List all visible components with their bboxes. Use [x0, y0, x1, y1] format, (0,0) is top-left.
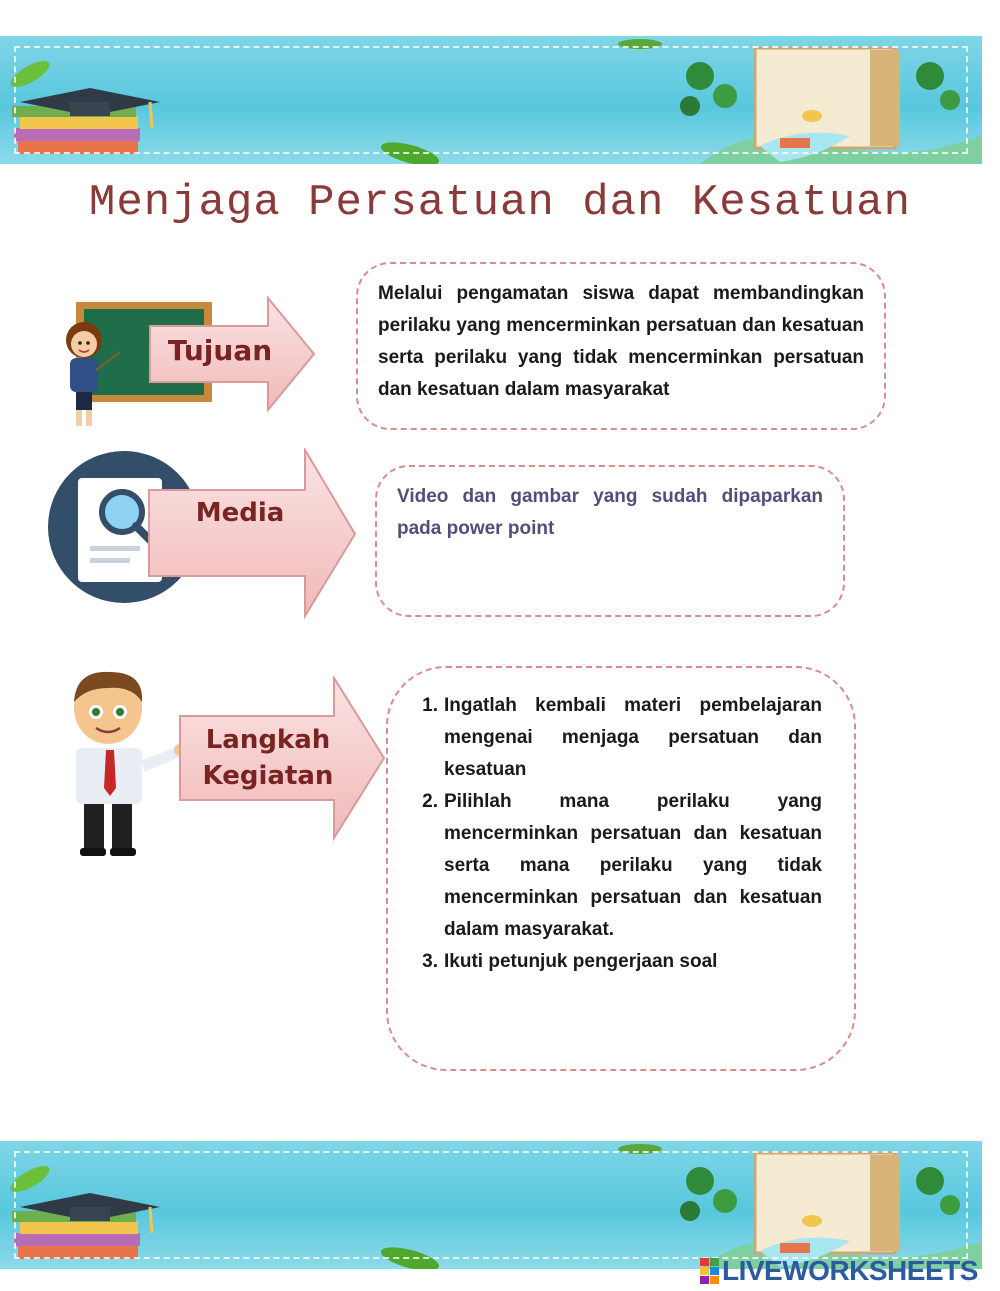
langkah-label-line2: Kegiatan [202, 761, 334, 791]
watermark-text: LIVEWORKSHEETS [722, 1255, 978, 1286]
langkah-box [386, 666, 856, 1071]
step-number: 1. [422, 695, 438, 716]
media-label: Media [195, 498, 285, 528]
langkah-label-line1: Langkah [205, 725, 331, 755]
step-item [408, 786, 822, 946]
page-title: Menjaga Persatuan dan Kesatuan [88, 178, 912, 228]
footer-banner [0, 1141, 982, 1269]
media-arrow [147, 448, 359, 620]
banner-dashed-border [14, 46, 968, 154]
step-number: 3. [422, 951, 438, 972]
tujuan-text: Melalui pengamatan siswa dapat membandingkan perilaku yang mencerminkan persatuan dan kesatuan serta perilaku yang tidak mencerminkan persatuan dan kesatuan dalam masyarakat [378, 283, 864, 400]
tujuan-box [356, 262, 886, 430]
langkah-label [188, 722, 348, 794]
tujuan-label: Tujuan [167, 334, 273, 367]
man-presenter-illustration [62, 668, 187, 858]
media-box [375, 465, 845, 617]
liveworksheets-logo-icon [700, 1258, 720, 1284]
step-text: Pilihlah mana perilaku yang mencerminkan persatuan dan kesatuan serta mana perilaku yang tidak mencerminkan persatuan dan kesatuan dalam masyarakat. [444, 791, 822, 940]
liveworksheets-watermark [700, 1255, 1000, 1287]
step-text: Ingatlah kembali materi pembelajaran mengenai menjaga persatuan dan kesatuan [444, 695, 822, 780]
header-banner [0, 36, 982, 164]
step-item [408, 946, 822, 978]
media-text: Video dan gambar yang sudah dipaparkan pada power point [397, 486, 823, 539]
step-number: 2. [422, 791, 438, 812]
step-text: Ikuti petunjuk pengerjaan soal [444, 951, 718, 972]
banner-dashed-border [14, 1151, 968, 1259]
step-item [408, 690, 822, 786]
steps-list [408, 690, 822, 978]
